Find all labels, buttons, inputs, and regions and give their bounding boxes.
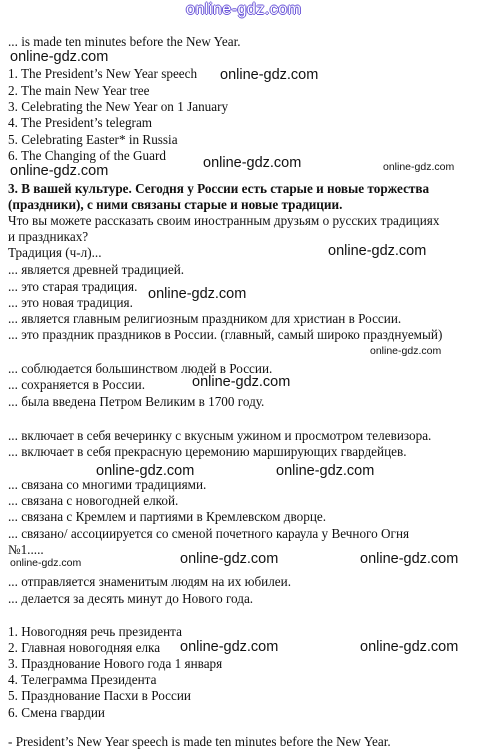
- phrase-line: ... отправляется знаменитым людям на их юбилеи.: [8, 574, 292, 589]
- list-item: 6. The Changing of the Guard: [8, 148, 166, 163]
- phrase-line: ... является древней традицией.: [8, 262, 185, 277]
- watermark: online-gdz.com: [220, 67, 319, 83]
- list-item: 5. Celebrating Easter* in Russia: [8, 132, 178, 147]
- phrase-line: ... это новая традиция.: [8, 295, 133, 310]
- phrase-line: ... связано/ ассоциируется со сменой почетного караула у Вечного Огня: [8, 526, 410, 541]
- task-title: 3. В вашей культуре. Сегодня у России есть старые и новые торжества: [8, 181, 430, 196]
- list-item: 3. Празднование Нового года 1 января: [8, 656, 223, 671]
- watermark: online-gdz.com: [360, 639, 459, 655]
- list-item: 4. The President’s telegram: [8, 115, 153, 130]
- watermark: online-gdz.com: [203, 155, 302, 171]
- watermark: online-gdz.com: [180, 639, 279, 655]
- task-question: и праздниках?: [8, 229, 89, 244]
- list-item: 6. Смена гвардии: [8, 705, 105, 720]
- watermark: online-gdz.com: [10, 49, 109, 65]
- phrase-line: ... связана со многими традициями.: [8, 477, 207, 492]
- list-item: 2. Главная новогодняя елка: [8, 640, 161, 655]
- watermark: online-gdz.com: [148, 286, 247, 302]
- phrase-line: №1.....: [8, 542, 44, 557]
- watermark: online-gdz.com: [328, 243, 427, 259]
- list-item: 2. The main New Year tree: [8, 83, 150, 98]
- list-item: 5. Празднование Пасхи в России: [8, 688, 191, 703]
- phrase-line: ... связана с новогодней елкой.: [8, 493, 179, 508]
- phrase-line: ... включает в себя вечеринку с вкусным ужином и просмотром телевизора.: [8, 428, 432, 443]
- task-question: Что вы можете рассказать своим иностранным друзьям о русских традициях: [8, 213, 440, 228]
- watermark: online-gdz.com: [383, 161, 455, 173]
- phrase-line: ... соблюдается большинством людей в России.: [8, 361, 273, 376]
- phrase-line: ... включает в себя прекрасную церемонию марширующих гвардейцев.: [8, 444, 407, 459]
- answer-line: - President’s New Year speech is made ten minutes before the New Year.: [8, 734, 391, 749]
- list-item: 1. The President’s New Year speech: [8, 66, 198, 81]
- phrase-line: ... это старая традиция.: [8, 279, 138, 294]
- list-item: 4. Телеграмма Президента: [8, 672, 157, 687]
- phrase-line: ... была введена Петром Великим в 1700 году.: [8, 394, 265, 409]
- list-item: 1. Новогодняя речь президента: [8, 624, 182, 639]
- list-item: 3. Celebrating the New Year on 1 January: [8, 99, 229, 114]
- intro-line: ... is made ten minutes before the New Year.: [8, 34, 241, 49]
- watermark: online-gdz.com: [192, 374, 291, 390]
- task-title: (праздники), с ними связаны старые и новые традиции.: [8, 197, 343, 212]
- phrase-line: ... является главным религиозным праздником для христиан в России.: [8, 311, 402, 326]
- phrase-line: ... связана с Кремлем и партиями в Кремлевском дворце.: [8, 509, 327, 524]
- phrase-line: ... сохраняется в России.: [8, 377, 146, 392]
- watermark: online-gdz.com: [180, 551, 279, 567]
- watermark: online-gdz.com: [370, 345, 442, 357]
- phrase-line: ... это праздник праздников в России. (главный, самый широко празднуемый): [8, 327, 443, 342]
- tradition-label: Традиция (ч-л)...: [8, 245, 102, 260]
- watermark: online-gdz.com: [276, 463, 375, 479]
- site-header-watermark: online-gdz.com: [186, 1, 302, 18]
- watermark: online-gdz.com: [360, 551, 459, 567]
- watermark: online-gdz.com: [96, 463, 195, 479]
- watermark: online-gdz.com: [10, 557, 82, 569]
- watermark: online-gdz.com: [10, 163, 109, 179]
- phrase-line: ... делается за десять минут до Нового года.: [8, 591, 254, 606]
